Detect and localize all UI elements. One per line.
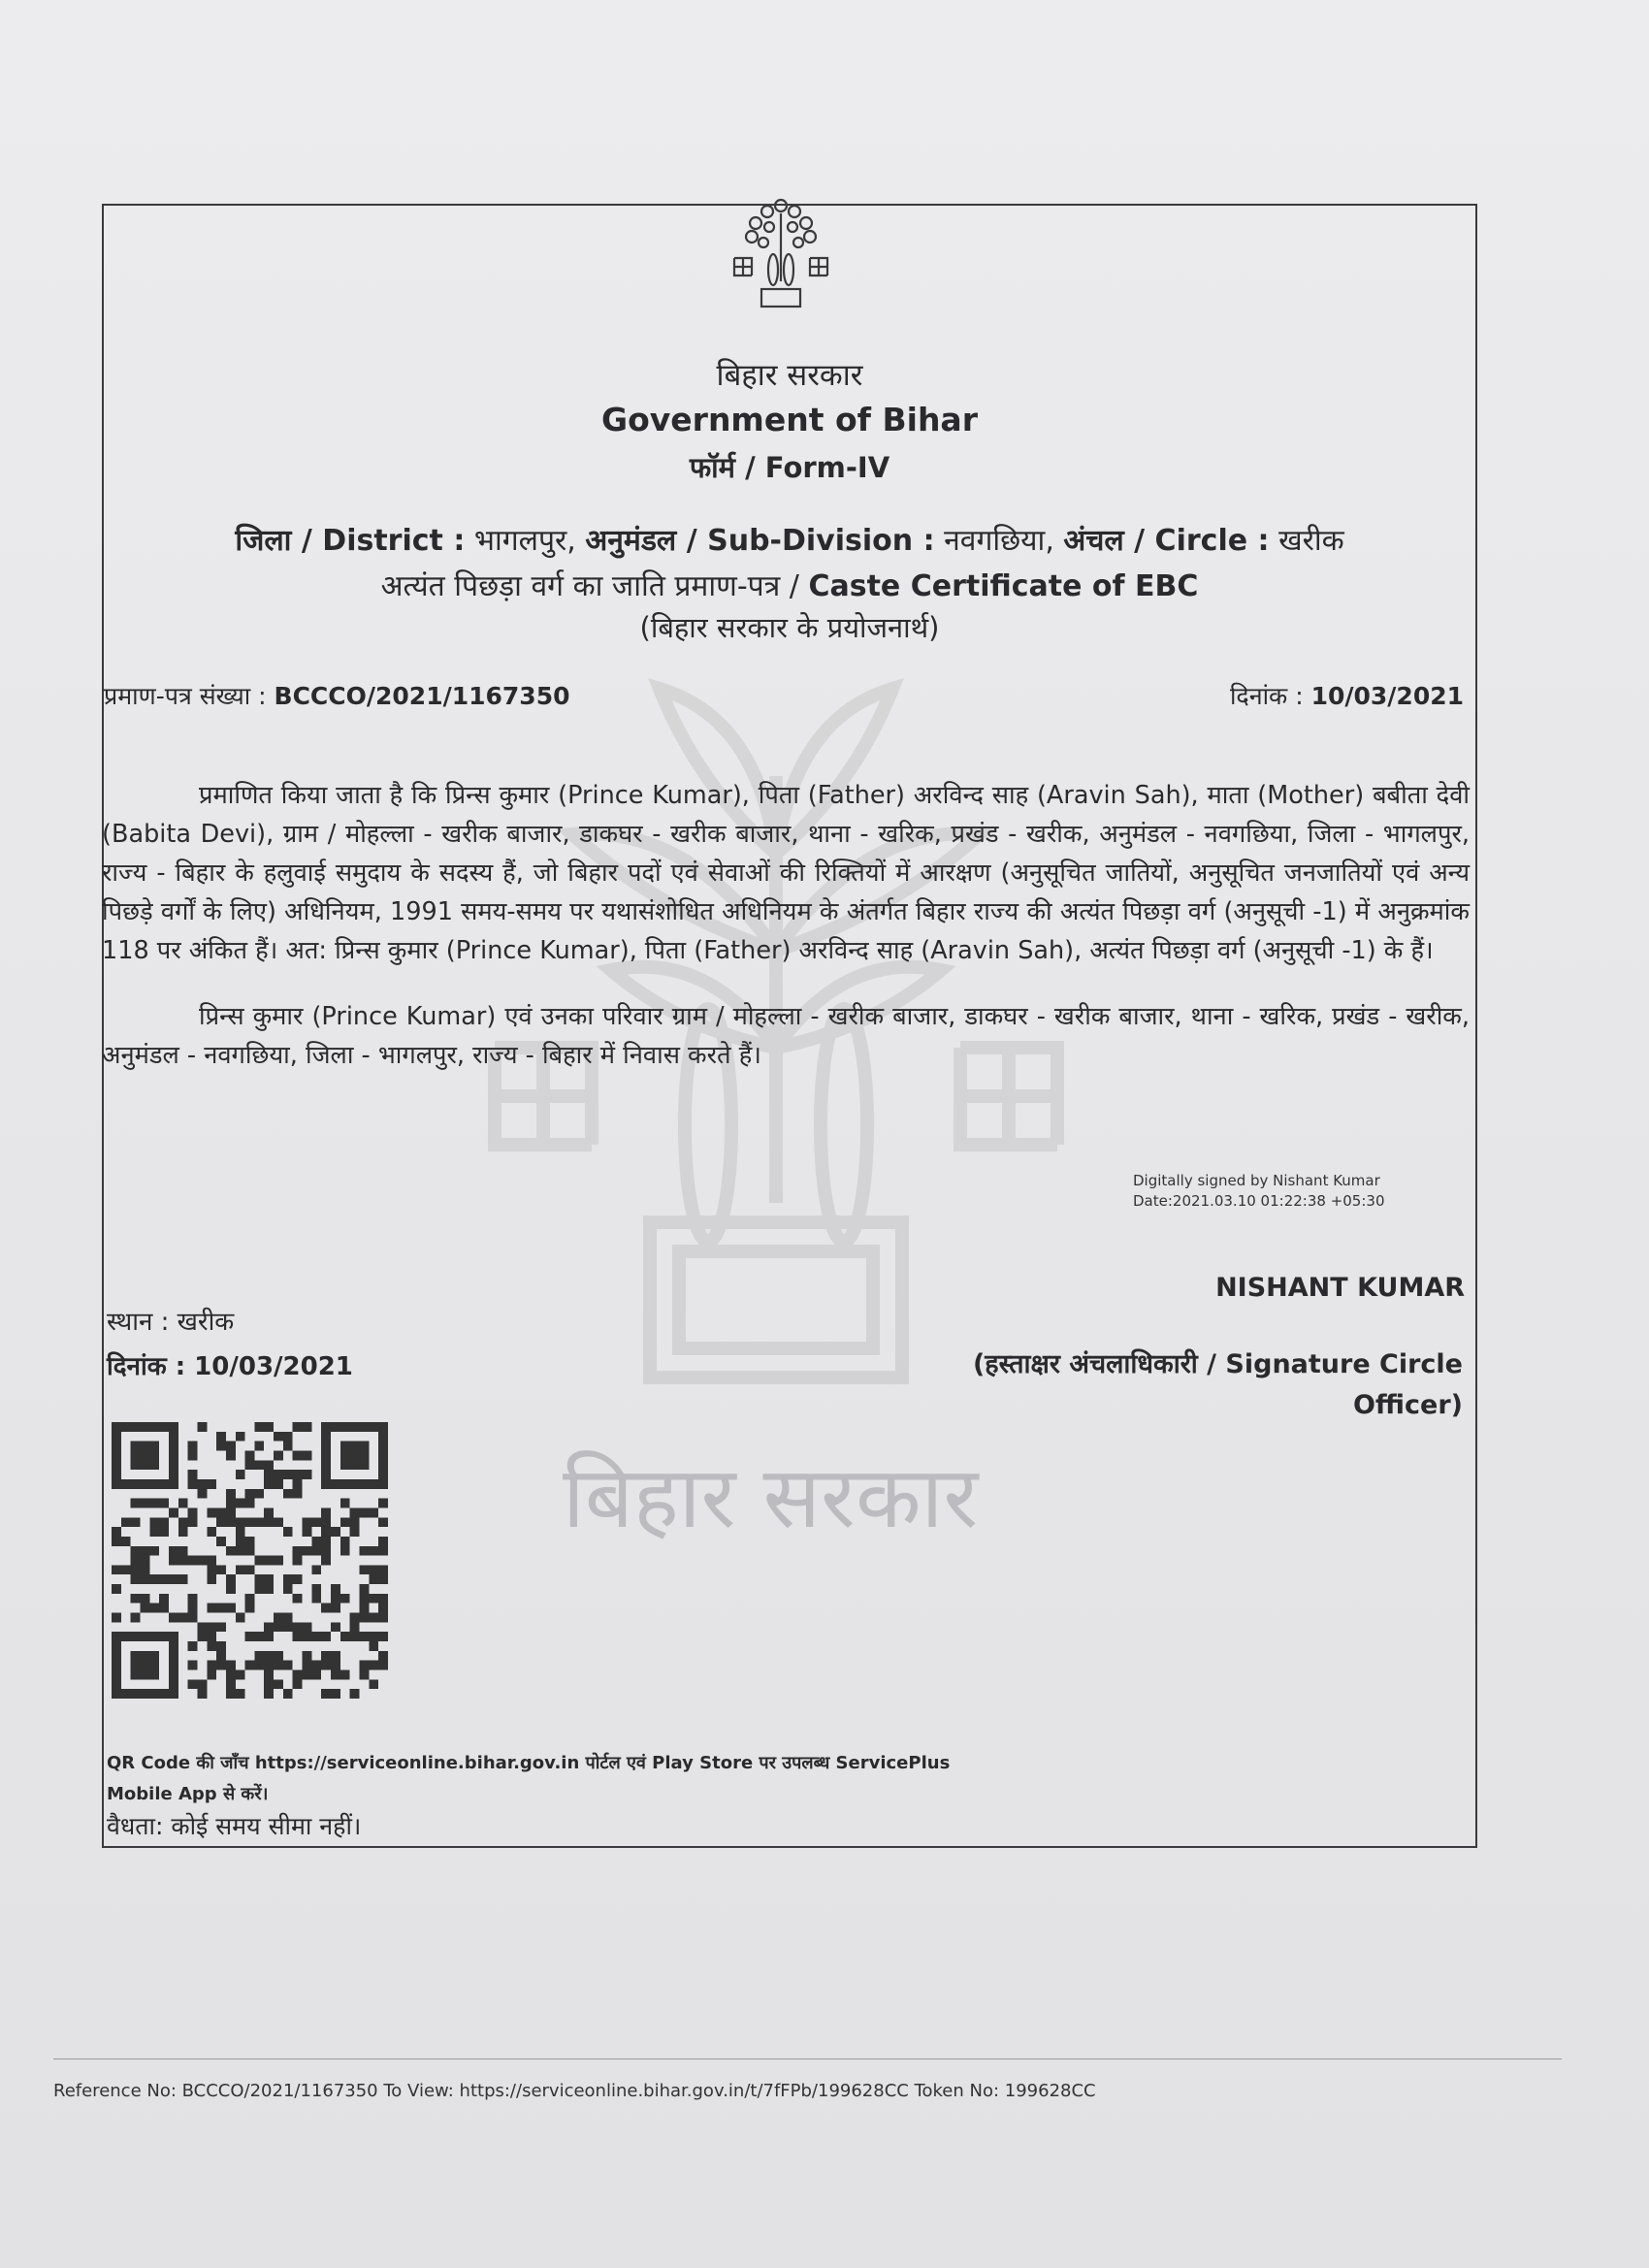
- certificate-number: [104, 679, 570, 712]
- place-date: दिनांक : 10/03/2021: [107, 1352, 353, 1381]
- qr-note-line-1: QR Code की जाँच https://serviceonline.bihar.gov.in पोर्टल एवं Play Store पर उपलब्ध ServicePlus: [107, 1753, 951, 1773]
- certificate-number-label: प्रमाण-पत्र संख्या :: [104, 682, 267, 710]
- issue-date-value: 10/03/2021: [1310, 682, 1464, 710]
- government-title: Government of Bihar: [601, 401, 978, 438]
- issue-date: [1230, 679, 1464, 712]
- district-label: जिला / District :: [235, 524, 466, 558]
- government-title-hindi: बिहार सरकार: [716, 358, 863, 393]
- bihar-emblem-icon: [723, 194, 839, 320]
- certificate-title: [102, 565, 1477, 604]
- qr-note-line-2: Mobile App से करें।: [107, 1784, 269, 1804]
- validity-note: वैधता: कोई समय सीमा नहीं।: [107, 1812, 362, 1840]
- qr-verification-note: [107, 1748, 950, 1810]
- circle-value: खरीक: [1278, 524, 1344, 558]
- digital-signature: [1133, 1171, 1385, 1212]
- district-value: भागलपुर,: [473, 524, 576, 558]
- body-paragraph-1: प्रमाणित किया जाता है कि प्रिन्स कुमार (Prince Kumar), पिता (Father) अरविन्द साह (Aravin Sah), माता (Mother) बबीता देवी (Babita Devi), ग्राम / मोहल्ला - खरीक बाजार, डाकघर - खरीक बाजार, थाना - खरिक, प्रखंड - खरीक, अनुमंडल - नवगछिया, जिला - भागलपुर, राज्य - बिहार के हलुवाई समुदाय के सदस्य हैं, जो बिहार पदों एवं सेवाओं की रिक्तियों में आरक्षण (अनुसूचित जातियों, अनुसूचित जनजातियों एवं अन्य पिछड़े वर्गों के लिए) अधिनियम, 1991 समय-समय पर यथासंशोधित अधिनियम के अंतर्गत बिहार राज्य की अत्यंत पिछड़ा वर्ग (अनुसूची -1) में अनुक्रमांक 118 पर अंकित हैं। अत: प्रिन्स कुमार (Prince Kumar), पिता (Father) अरविन्द साह (Aravin Sah), अत्यंत पिछड़ा वर्ग (अनुसूची -1) के हैं।: [102, 781, 1470, 965]
- location-line: [102, 519, 1477, 559]
- certificate-title-hindi: अत्यंत पिछड़ा वर्ग का जाति प्रमाण-पत्र /: [380, 569, 799, 603]
- place-and-date: [107, 1300, 353, 1389]
- form-number: फॉर्म / Form-IV: [689, 451, 890, 484]
- subdivision-value: नवगछिया,: [944, 524, 1054, 558]
- digital-signature-signer: Digitally signed by Nishant Kumar: [1133, 1172, 1380, 1189]
- reference-line: Reference No: BCCCO/2021/1167350 To View: https://serviceonline.bihar.gov.in/t/7fFPb/199628CC Token No: 199628CC: [53, 2081, 1096, 2101]
- officer-name: NISHANT KUMAR: [1215, 1273, 1465, 1303]
- certificate-body: [102, 776, 1470, 1075]
- place-label: स्थान : खरीक: [107, 1308, 235, 1337]
- certificate-title-english: Caste Certificate of EBC: [808, 569, 1199, 603]
- issue-date-label: दिनांक :: [1229, 682, 1304, 710]
- footer-divider: [53, 2058, 1562, 2059]
- body-paragraph-2: प्रिन्स कुमार (Prince Kumar) एवं उनका परिवार ग्राम / मोहल्ला - खरीक बाजार, डाकघर - खरीक बाजार, थाना - खरिक, प्रखंड - खरीक, अनुमंडल - नवगछिया, जिला - भागलपुर, राज्य - बिहार में निवास करते हैं।: [102, 1002, 1470, 1070]
- watermark-text: बिहार सरकार: [563, 1447, 979, 1547]
- officer-designation: (हस्ताक्षर अंचलाधिकारी / Signature Circle Officer): [972, 1349, 1463, 1420]
- subdivision-label: अनुमंडल / Sub-Division :: [585, 524, 935, 558]
- certificate-number-value: BCCCO/2021/1167350: [274, 682, 570, 710]
- certificate-purpose: (बिहार सरकार के प्रयोजनार्थ): [639, 611, 940, 644]
- qr-code-icon: [112, 1422, 388, 1699]
- circle-label: अंचल / Circle :: [1063, 524, 1270, 558]
- digital-signature-date: Date:2021.03.10 01:22:38 +05:30: [1133, 1192, 1385, 1210]
